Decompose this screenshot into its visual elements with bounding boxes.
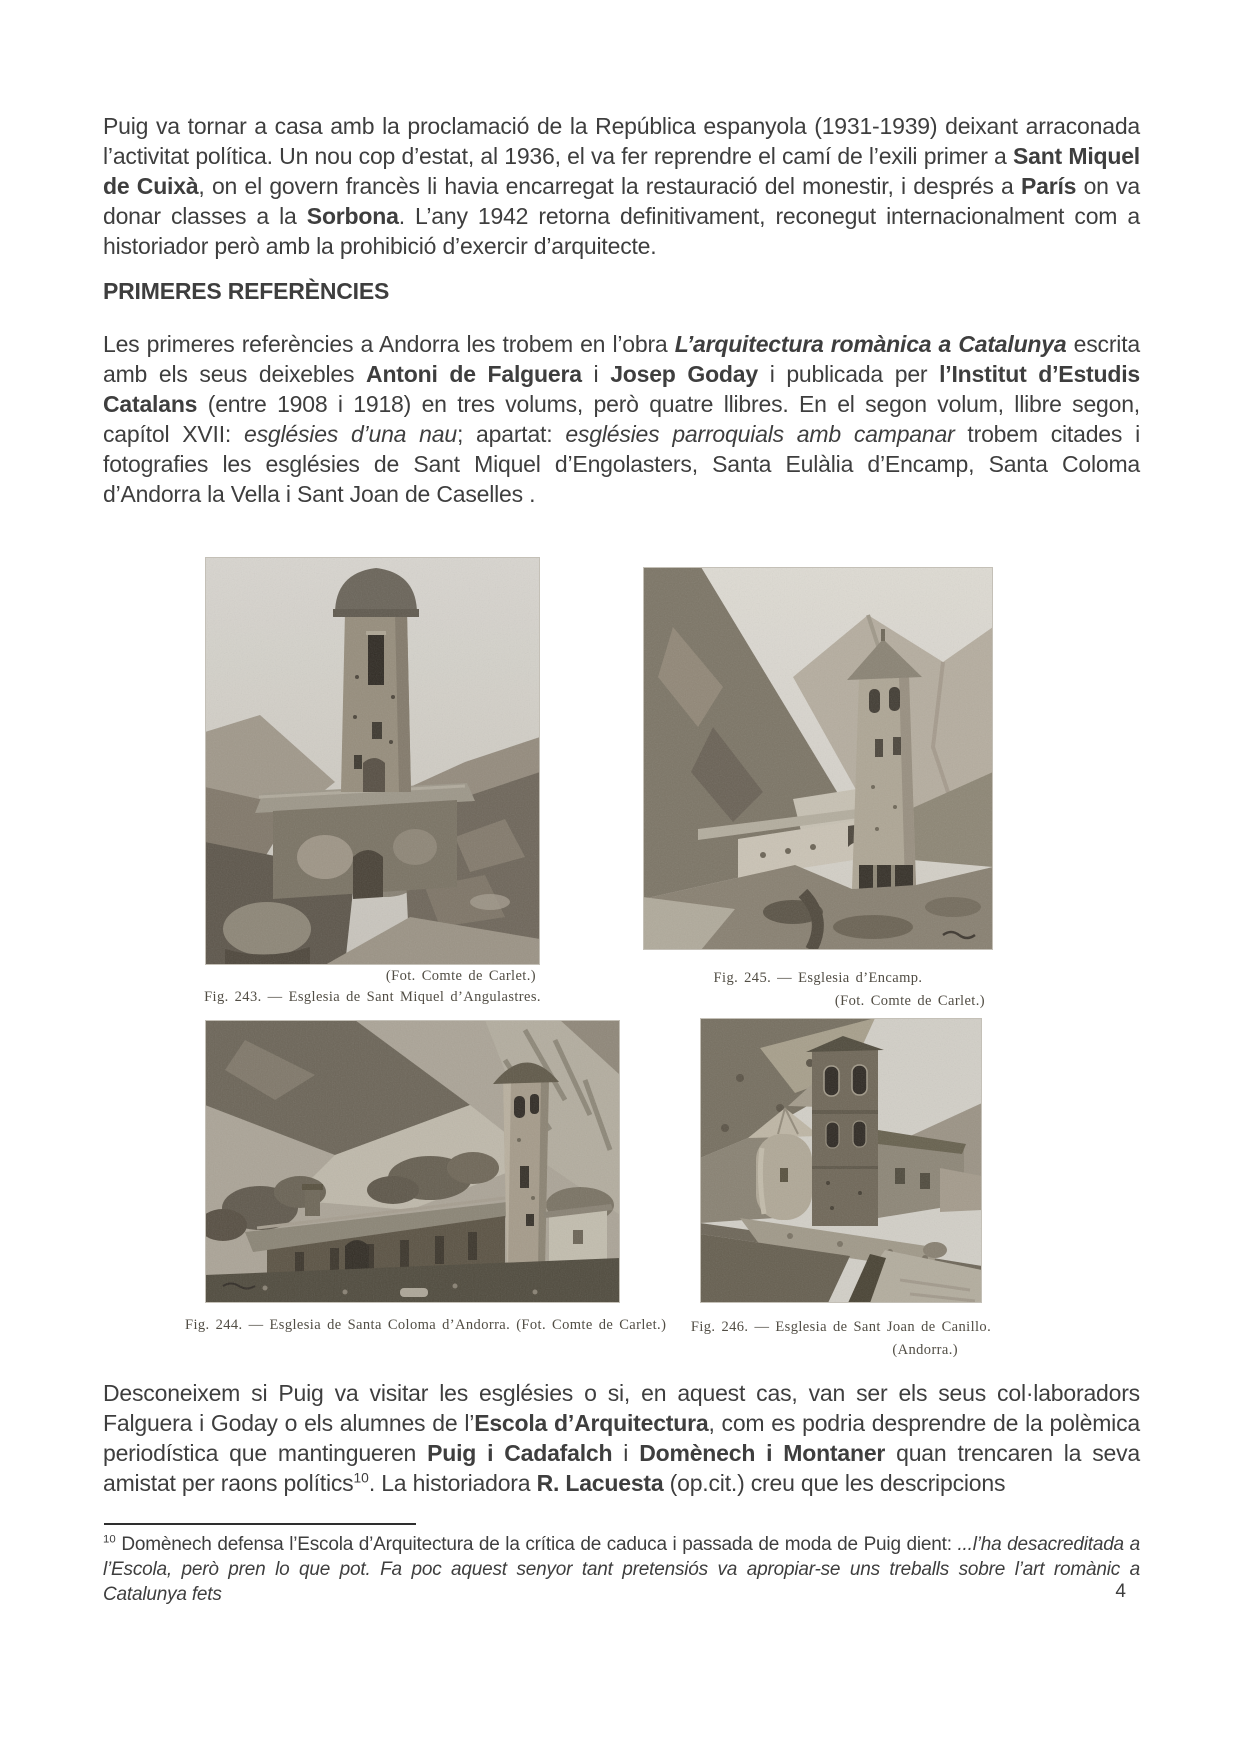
photo-encamp xyxy=(643,567,993,950)
figure-246-caption-line2: (Andorra.) xyxy=(892,1342,958,1358)
figure-245-caption: Fig. 245. — Esglesia d’Encamp. xyxy=(713,970,923,986)
photo-sant-joan-art xyxy=(700,1018,982,1303)
grain-overlay xyxy=(700,1018,982,1303)
figure-243-credit: (Fot. Comte de Carlet.) xyxy=(385,968,536,984)
figure-246-caption: Fig. 246. — Esglesia de Sant Joan de Canillo. xyxy=(690,1319,992,1335)
grain-overlay xyxy=(205,557,540,965)
photo-santa-coloma xyxy=(205,1020,620,1303)
footnote: $^{10}$ Domènech defensa l’Escola d’Arquitectura de la crítica de caduca i passada de moda de Puig dient: ...l’ha desacreditada a l’Escola, però pren lo que pot. Fa poc aquest senyor tant pretensiós va apropiar-se uns treballs sobre l’art romànic a Catalunya fets xyxy=(103,1533,1140,1605)
photo-sant-miquel-art xyxy=(205,557,540,965)
footnote-separator xyxy=(104,1523,416,1525)
section-heading: PRIMERES REFERÈNCIES xyxy=(103,278,390,304)
paragraph-references: Les primeres referències a Andorra les trobem en l’obra L’arquitectura romànica a Catalunya escrita amb els seus deixebles Antoni de Falguera i Josep Goday i publicada per l’Institut d’Estudis Catalans (entre 1908 i 1918) en tres volums, però quatre llibres. En el segon volum, llibre segon, capítol XVII: esglésies d’una nau; apartat: esglésies parroquials amb campanar trobem citades i fotografies les esglésies de Sant Miquel d’Engolasters, Santa Eulàlia d’Encamp, Santa Coloma d’Andorra la Vella i Sant Joan de Caselles . xyxy=(103,331,1140,507)
page-number: 4 xyxy=(1115,1581,1126,1602)
photo-santa-coloma-art xyxy=(205,1020,620,1303)
photo-sant-miquel-engolasters xyxy=(205,557,540,965)
figure-244-caption: Fig. 244. — Esglesia de Santa Coloma d’Andorra. (Fot. Comte de Carlet.) xyxy=(185,1317,667,1333)
figure-245-credit: (Fot. Comte de Carlet.) xyxy=(834,993,985,1009)
grain-overlay xyxy=(205,1020,620,1303)
grain-overlay xyxy=(643,567,993,950)
photo-sant-joan-canillo xyxy=(700,1018,982,1303)
paragraph-intro: Puig va tornar a casa amb la proclamació de la República espanyola (1931-1939) deixant arraconada l’activitat política. Un nou cop d’estat, al 1936, el va fer reprendre el camí de l’exili primer a Sant Miquel de Cuixà, on el govern francès li havia encarregat la restauració del monestir, i després a París on va donar classes a la Sorbona. L’any 1942 retorna definitivament, reconegut internacionalment com a historiador però amb la prohibició d’exercir d’arquitecte. xyxy=(103,113,1140,259)
figure-243-caption: Fig. 243. — Esglesia de Sant Miquel d’Angulastres. xyxy=(204,989,541,1005)
photo-encamp-art xyxy=(643,567,993,950)
paragraph-discussion: Desconeixem si Puig va visitar les esglésies o si, en aquest cas, van ser els seus col·laboradors Falguera i Goday o els alumnes de l’Escola d’Arquitectura, com es podria desprendre de la polèmica periodística que mantingueren Puig i Cadafalch i Domènech i Montaner quan trencaren la seva amistat per raons polítics$^{10}$. La historiadora R. Lacuesta (op.cit.) creu que les descripcions xyxy=(103,1380,1140,1496)
